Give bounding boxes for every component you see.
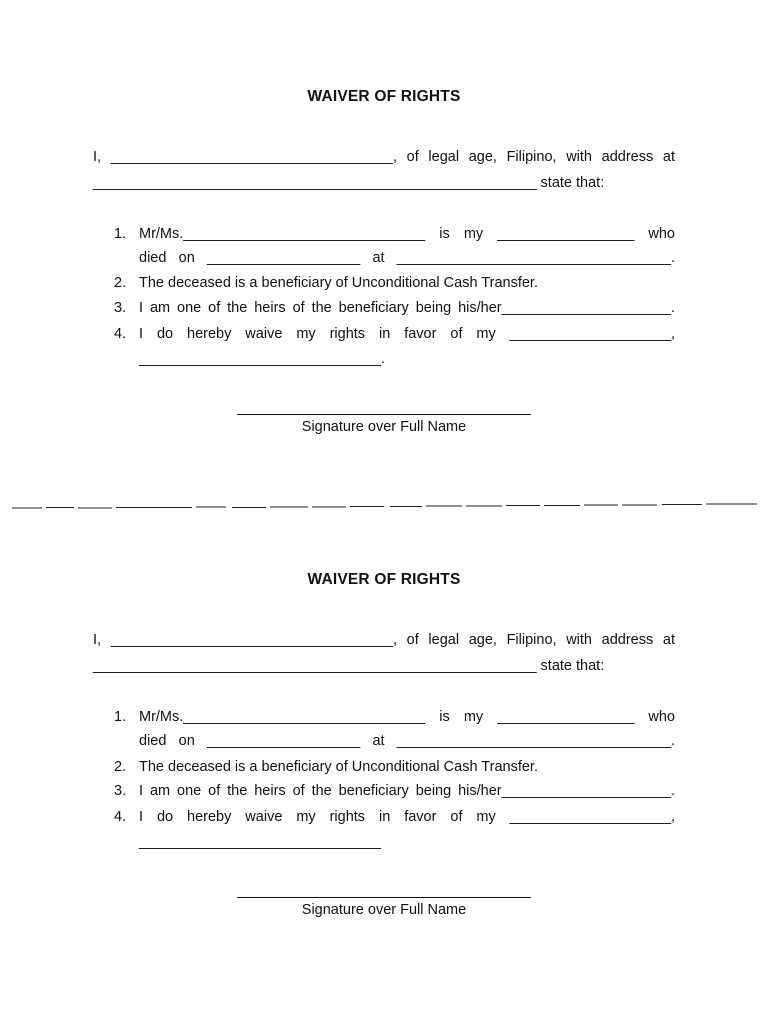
item-text-line-2: ______________________________. (139, 351, 385, 367)
item-number: 2. (114, 759, 127, 775)
intro-line-1: I, ___________________________________, of legal age, Filipino, with address at (93, 149, 675, 165)
item-number: 2. (114, 275, 127, 291)
item-text-line-1: Mr/Ms.______________________________ is my _________________ who (139, 709, 675, 725)
item-text-line-2: ______________________________ (139, 834, 381, 850)
signature-label: Signature over Full Name (301, 419, 467, 435)
item-text-line-2: died on ___________________ at __________________________________. (139, 733, 675, 749)
item-number: 3. (114, 300, 127, 316)
intro-line-2: _______________________________________________________ state that: (93, 175, 605, 191)
item-text-line-1: I am one of the heirs of the beneficiary being his/her_____________________. (139, 300, 675, 316)
item-text-line-2: died on ___________________ at __________________________________. (139, 250, 675, 266)
intro-line-1: I, ___________________________________, of legal age, Filipino, with address at (93, 632, 675, 648)
item-number: 1. (114, 709, 127, 725)
item-text-line-1: Mr/Ms.______________________________ is my _________________ who (139, 226, 675, 242)
item-text-line-1: The deceased is a beneficiary of Unconditional Cash Transfer. (139, 759, 538, 775)
signature-line (237, 414, 531, 415)
signature-label: Signature over Full Name (301, 902, 467, 918)
signature-line (237, 897, 531, 898)
item-text-line-1: I am one of the heirs of the beneficiary being his/her_____________________. (139, 783, 675, 799)
item-text-line-1: The deceased is a beneficiary of Unconditional Cash Transfer. (139, 275, 538, 291)
item-text-line-1: I do hereby waive my rights in favor of my ____________________, (139, 809, 675, 825)
item-number: 4. (114, 809, 127, 825)
cut-divider-line (12, 502, 757, 512)
form-title: WAIVER OF RIGHTS (307, 88, 461, 105)
item-number: 4. (114, 326, 127, 342)
intro-line-2: _______________________________________________________ state that: (93, 658, 605, 674)
form-title: WAIVER OF RIGHTS (307, 571, 461, 588)
item-number: 1. (114, 226, 127, 242)
item-text-line-1: I do hereby waive my rights in favor of my ____________________, (139, 326, 675, 342)
item-number: 3. (114, 783, 127, 799)
